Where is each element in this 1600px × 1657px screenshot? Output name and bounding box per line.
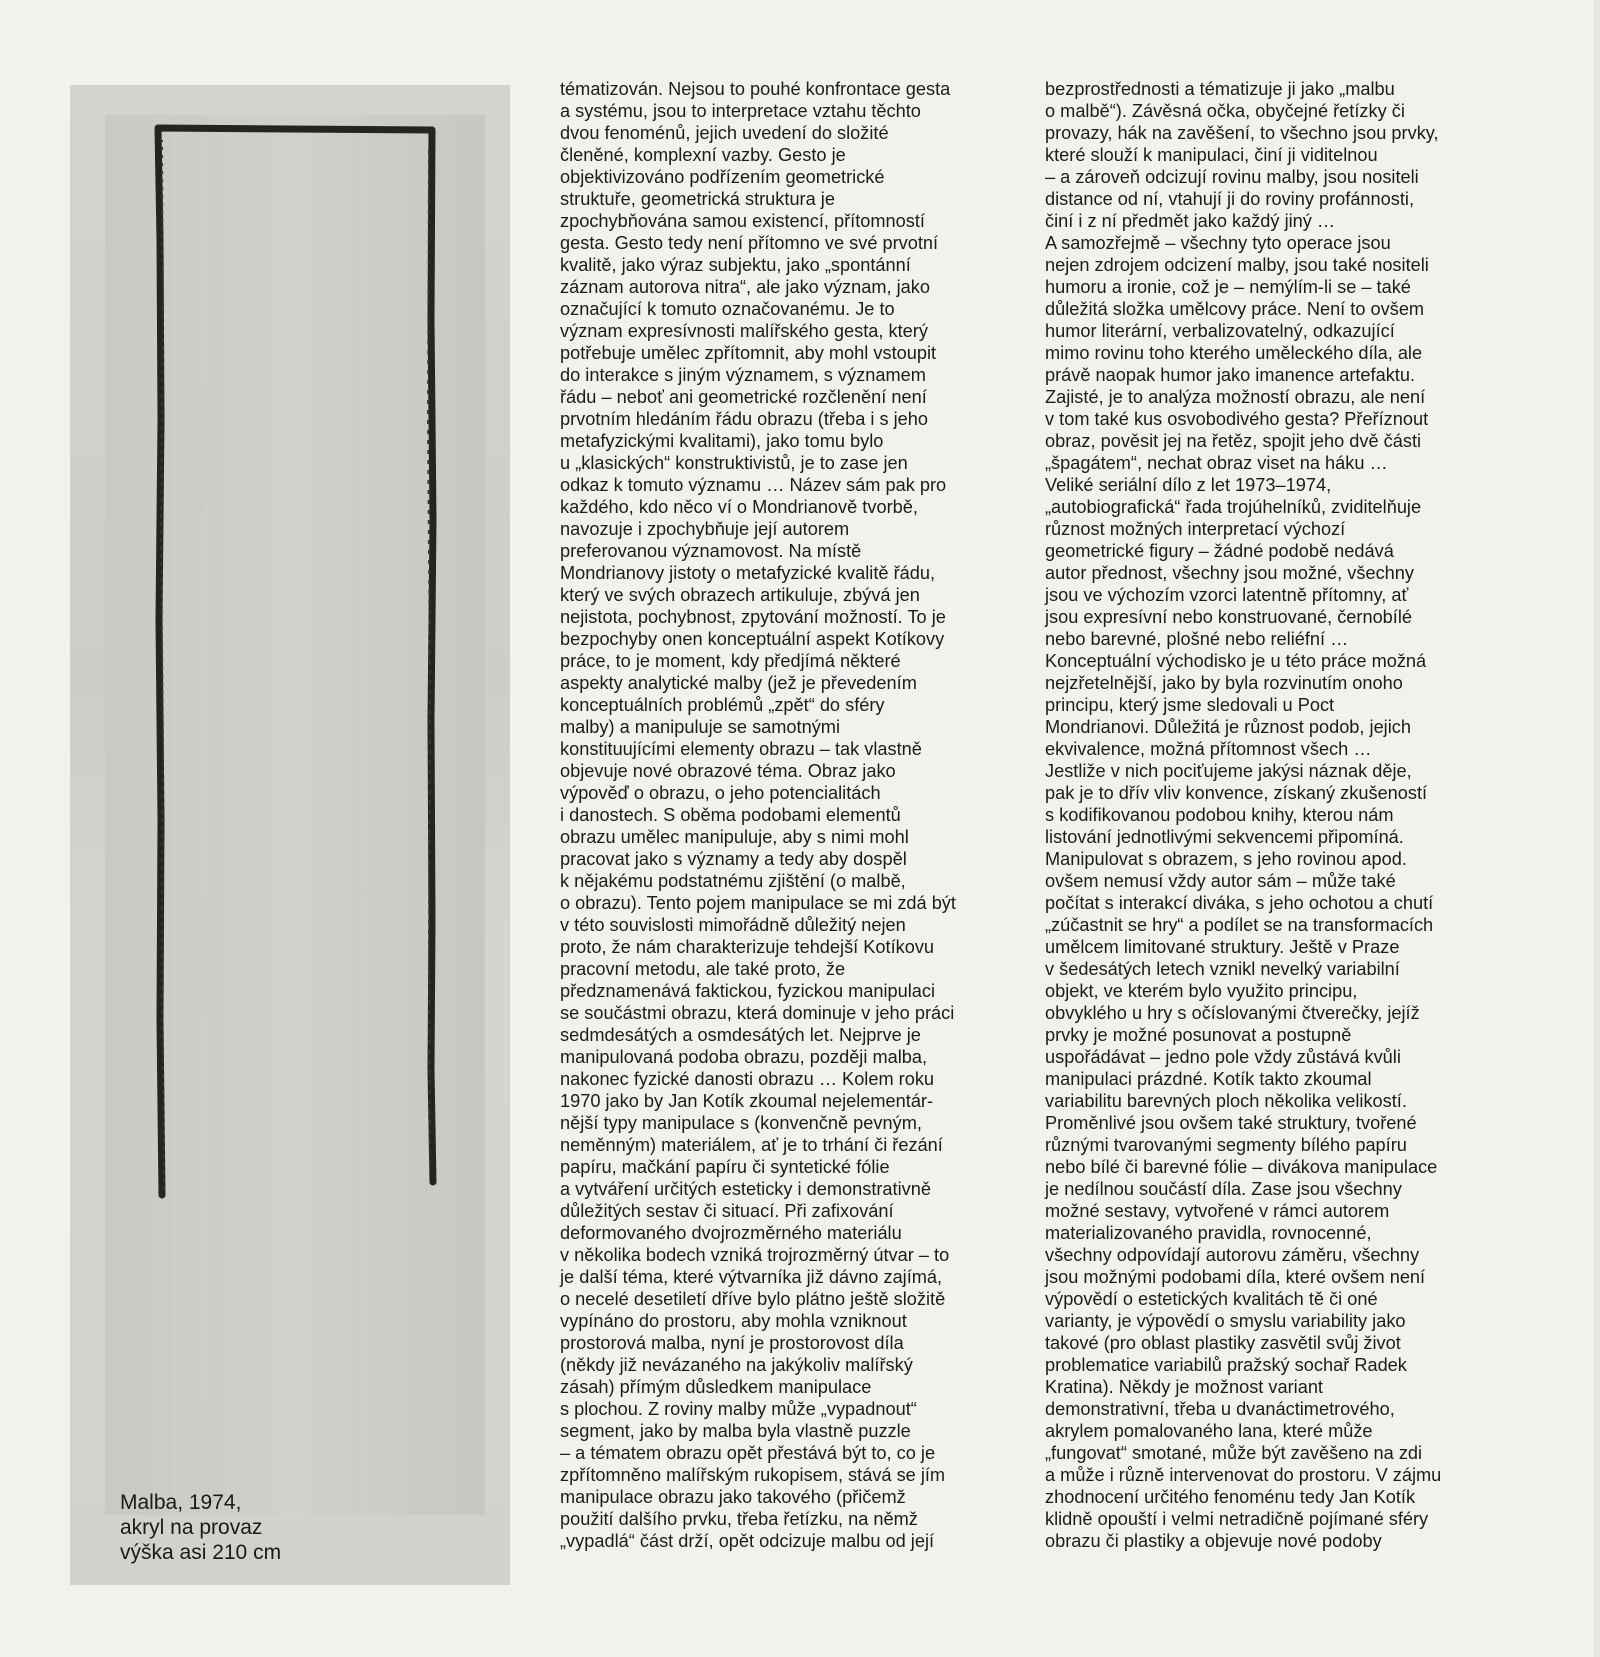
text-line: klidně opouští i velmi netradičně pojímané sféry bbox=[1045, 1509, 1429, 1529]
text-line: nakonec fyzické danosti obrazu … Kolem roku bbox=[560, 1069, 935, 1089]
text-line: Proměnlivé jsou ovšem také struktury, tvořené bbox=[1045, 1113, 1417, 1133]
text-line: důležitá složka umělcovy práce. Není to ovšem bbox=[1045, 299, 1425, 319]
text-line: 1970 jako by Jan Kotík zkoumal nejelementár- bbox=[560, 1091, 934, 1111]
text-line: záznam autorova nitra“, ale jako význam, jako bbox=[560, 277, 930, 297]
text-line: s plochou. Z roviny malby může „vypadnout“ bbox=[560, 1399, 917, 1419]
text-line: je další téma, které výtvarníka již dávno zajímá, bbox=[560, 1267, 943, 1287]
text-line: struktuře, geometrická struktura je bbox=[560, 189, 835, 209]
text-line: zpřítomněno malířským rukopisem, stává se jím bbox=[560, 1465, 946, 1485]
text-line: prostorová malba, nyní je prostorovost díla bbox=[560, 1333, 904, 1353]
text-line: nejen zdrojem odcizení malby, jsou také nositeli bbox=[1045, 255, 1429, 275]
text-line: bezprostřednosti a tématizuje ji jako „malbu bbox=[1045, 79, 1395, 99]
text-line: „špagátem“, nechat obraz viset na háku … bbox=[1045, 453, 1388, 473]
text-line: jsou možnými podobami díla, které ovšem není bbox=[1045, 1267, 1426, 1287]
text-line: dvou fenoménů, jejich uvedení do složité bbox=[560, 123, 889, 143]
text-line: nejzřetelnější, jako by byla rozvinutím onoho bbox=[1045, 673, 1403, 693]
photo-caption bbox=[120, 1490, 420, 1565]
text-line: malby) a manipuluje se samotnými bbox=[560, 717, 840, 737]
text-line: aspekty analytické malby (jež je převedením bbox=[560, 673, 917, 693]
text-line: papíru, mačkání papíru či syntetické fólie bbox=[560, 1157, 890, 1177]
text-line: v šedesátých letech vznikl nevelký variabilní bbox=[1045, 959, 1400, 979]
text-line: vypínáno do prostoru, aby mohla vzniknout bbox=[560, 1311, 907, 1331]
text-line: deformovaného dvojrozměrného materiálu bbox=[560, 1223, 902, 1243]
text-line: potřebuje umělec zpřítomnit, aby mohl vstoupit bbox=[560, 343, 937, 363]
text-line: bezpochyby onen konceptuální aspekt Kotíkovy bbox=[560, 629, 945, 649]
text-line: i danostech. S oběma podobami elementů bbox=[560, 805, 901, 825]
text-line: A samozřejmě – všechny tyto operace jsou bbox=[1045, 233, 1391, 253]
text-line: – a zároveň odcizují rovinu malby, jsou nositeli bbox=[1045, 167, 1419, 187]
text-line: autor přednost, všechny jsou možné, všechny bbox=[1045, 563, 1414, 583]
text-line: distance od ní, vtahují ji do roviny profánnosti, bbox=[1045, 189, 1415, 209]
text-line: odkaz k tomuto významu … Název sám pak pro bbox=[560, 475, 947, 495]
text-line: počítat s interakcí diváka, s jeho ochotou a chutí bbox=[1045, 893, 1434, 913]
text-line: konstituujícími elementy obrazu – tak vlastně bbox=[560, 739, 922, 759]
text-line: Zajisté, je to analýza možností obrazu, ale není bbox=[1045, 387, 1426, 407]
text-line: ekvivalence, možná přítomnost všech … bbox=[1045, 739, 1372, 759]
text-line: pracovní metodu, ale také proto, že bbox=[560, 959, 846, 979]
text-line: gesta. Gesto tedy není přítomno ve své prvotní bbox=[560, 233, 939, 253]
text-line: geometrické figury – žádné podobě nedává bbox=[1045, 541, 1394, 561]
text-line: o obrazu). Tento pojem manipulace se mi zdá být bbox=[560, 893, 956, 913]
text-line: prvotním hledáním řádu obrazu (třeba i s jeho bbox=[560, 409, 928, 429]
text-line: předznamenává faktickou, fyzickou manipulaci bbox=[560, 981, 936, 1001]
text-line: – a tématem obrazu opět přestává být to, co je bbox=[560, 1443, 936, 1463]
text-line: nebo bílé či barevné fólie – divákova manipulace bbox=[1045, 1157, 1438, 1177]
caption-line: Malba, 1974, bbox=[120, 1491, 242, 1514]
text-line: manipulaci prázdné. Kotík takto zkoumal bbox=[1045, 1069, 1372, 1089]
text-line: u „klasických“ konstruktivistů, je to zase jen bbox=[560, 453, 908, 473]
text-line: výpověď o obrazu, o jeho potencialitách bbox=[560, 783, 881, 803]
text-line: humoru a ironie, což je – nemýlím-li se – také bbox=[1045, 277, 1411, 297]
text-line: segment, jako by malba byla vlastně puzzle bbox=[560, 1421, 911, 1441]
text-line: v tom také kus osvobodivého gesta? Přeříznout bbox=[1045, 409, 1429, 429]
text-line: konceptuálních problémů „zpět“ do sféry bbox=[560, 695, 885, 715]
text-line: „zúčastnit se hry“ a podílet se na transformacích bbox=[1045, 915, 1434, 935]
text-line: „fungovat“ smotané, může být zavěšeno na zdi bbox=[1045, 1443, 1423, 1463]
text-line: akrylem pomalovaného lana, které může bbox=[1045, 1421, 1373, 1441]
text-line: jsou expresívní nebo konstruované, černobílé bbox=[1045, 607, 1413, 627]
text-line: ovšem nemusí vždy autor sám – může také bbox=[1045, 871, 1396, 891]
text-line: řádu – neboť ani geometrické rozčlenění není bbox=[560, 387, 927, 407]
text-line: různost možných interpretací výchozí bbox=[1045, 519, 1346, 539]
page-edge bbox=[1594, 0, 1600, 1657]
text-line: pak je to dřív vliv konvence, získaný zkušeností bbox=[1045, 783, 1428, 803]
text-line: provazy, hák na zavěšení, to všechno jsou prvky, bbox=[1045, 123, 1439, 143]
text-line: o malbě“). Závěsná očka, obyčejné řetízky či bbox=[1045, 101, 1405, 121]
text-line: v této souvislosti mimořádně důležitý nejen bbox=[560, 915, 906, 935]
text-line: Mondrianovy jistoty o metafyzické kvalitě řádu, bbox=[560, 563, 936, 583]
text-line: metafyzickými kvalitami), jako tomu bylo bbox=[560, 431, 884, 451]
text-line: obrazu či plastiky a objevuje nové podoby bbox=[1045, 1531, 1382, 1551]
text-line: problematice variabilů pražský sochař Radek bbox=[1045, 1355, 1407, 1375]
text-line: obraz, pověsit jej na řetěz, spojit jeho dvě části bbox=[1045, 431, 1422, 451]
text-line: variabilitu barevných ploch několika velikostí. bbox=[1045, 1091, 1407, 1111]
text-line: „autobiografická“ řada trojúhelníků, zviditelňuje bbox=[1045, 497, 1422, 517]
text-line: použití dalšího prvku, třeba řetízku, na němž bbox=[560, 1509, 918, 1529]
text-line: humor literární, verbalizovatelný, odkazující bbox=[1045, 321, 1395, 341]
text-line: Veliké seriální dílo z let 1973–1974, bbox=[1045, 475, 1332, 495]
text-line: preferovanou významovost. Na místě bbox=[560, 541, 862, 561]
text-line: objevuje nové obrazové téma. Obraz jako bbox=[560, 761, 896, 781]
text-line: zpochybňována samou existencí, přítomností bbox=[560, 211, 925, 231]
text-column-1 bbox=[560, 78, 1020, 1552]
text-line: a vytváření určitých esteticky i demonstrativně bbox=[560, 1179, 931, 1199]
text-line: práce, to je moment, kdy předjímá některé bbox=[560, 651, 901, 671]
text-line: objekt, ve kterém bylo využito principu, bbox=[1045, 981, 1358, 1001]
caption-line: akryl na provaz bbox=[120, 1516, 263, 1539]
text-line: k nějakému podstatnému zjištění (o malbě, bbox=[560, 871, 906, 891]
text-line: neměnným) materiálem, ať je to trhání či řezání bbox=[560, 1135, 943, 1155]
text-line: právě naopak humor jako imanence artefaktu. bbox=[1045, 365, 1416, 385]
text-line: materializovaného pravidla, rovnocenné, bbox=[1045, 1223, 1372, 1243]
text-line: umělcem limitované struktury. Ještě v Praze bbox=[1045, 937, 1400, 957]
text-line: nebo barevné, plošné nebo reliéfní … bbox=[1045, 629, 1349, 649]
text-line: každého, kdo něco ví o Mondrianově tvorbě, bbox=[560, 497, 918, 517]
rope-artwork bbox=[150, 120, 440, 1205]
text-line: pracovat jako s významy a tedy aby dospěl bbox=[560, 849, 907, 869]
text-line: a systému, jsou to interpretace vztahu těchto bbox=[560, 101, 921, 121]
text-line: principu, který jsme sledovali u Poct bbox=[1045, 695, 1335, 715]
text-line: označující k tomuto označovanému. Je to bbox=[560, 299, 895, 319]
text-line: všechny odpovídají autorovu záměru, všechny bbox=[1045, 1245, 1420, 1265]
text-line: a může i různě intervenovat do prostoru. V zájmu bbox=[1045, 1465, 1442, 1485]
text-line: do interakce s jiným významem, s významem bbox=[560, 365, 926, 385]
text-line: objektivizováno podřízením geometrické bbox=[560, 167, 885, 187]
text-line: důležitých sestav či situací. Při zafixování bbox=[560, 1201, 894, 1221]
text-line: sedmdesátých a osmdesátých let. Nejprve je bbox=[560, 1025, 921, 1045]
text-line: prvky je možné posunovat a postupně bbox=[1045, 1025, 1352, 1045]
text-line: navozuje i zpochybňuje její autorem bbox=[560, 519, 850, 539]
text-line: které slouží k manipulaci, činí ji viditelnou bbox=[1045, 145, 1378, 165]
text-line: manipulovaná podoba obrazu, později malba, bbox=[560, 1047, 928, 1067]
text-line: Konceptuální východisko je u této práce možná bbox=[1045, 651, 1427, 671]
caption-line: výška asi 210 cm bbox=[120, 1541, 282, 1564]
text-line: uspořádávat – jedno pole vždy zůstává kvůli bbox=[1045, 1047, 1401, 1067]
text-line: s kodifikovanou podobou knihy, kterou nám bbox=[1045, 805, 1394, 825]
text-line: tématizován. Nejsou to pouhé konfrontace gesta bbox=[560, 79, 951, 99]
text-line: různými tvarovanými segmenty bílého papíru bbox=[1045, 1135, 1407, 1155]
text-line: výpovědí o estetických kvalitách tě či oné bbox=[1045, 1289, 1378, 1309]
text-line: mimo rovinu toho kterého uměleckého díla, ale bbox=[1045, 343, 1423, 363]
text-line: manipulace obrazu jako takového (přičemž bbox=[560, 1487, 906, 1507]
text-line: význam expresívnosti malířského gesta, který bbox=[560, 321, 928, 341]
text-line: obvyklého u hry s očíslovanými čtverečky, jejíž bbox=[1045, 1003, 1420, 1023]
text-line: (někdy již nevázaného na jakýkoliv malířský bbox=[560, 1355, 913, 1375]
text-line: se součástmi obrazu, která dominuje v jeho práci bbox=[560, 1003, 955, 1023]
text-line: činí i z ní předmět jako každý jiný … bbox=[1045, 211, 1336, 231]
text-line: Jestliže v nich pociťujeme jakýsi náznak děje, bbox=[1045, 761, 1412, 781]
text-line: takové (pro oblast plastiky zasvětil svůj život bbox=[1045, 1333, 1401, 1353]
text-line: možné sestavy, vytvořené v rámci autorem bbox=[1045, 1201, 1390, 1221]
text-line: nejistota, pochybnost, zpytování možností. To je bbox=[560, 607, 946, 627]
text-line: Manipulovat s obrazem, s jeho rovinou apod. bbox=[1045, 849, 1407, 869]
text-line: členěné, komplexní vazby. Gesto je bbox=[560, 145, 846, 165]
text-line: proto, že nám charakterizuje tehdejší Kotíkovu bbox=[560, 937, 935, 957]
text-line: v několika bodech vzniká trojrozměrný útvar – to bbox=[560, 1245, 950, 1265]
text-line: o necelé desetiletí dříve bylo plátno ještě složitě bbox=[560, 1289, 946, 1309]
text-line: kvalitě, jako výraz subjektu, jako „spontánní bbox=[560, 255, 911, 275]
text-column-2 bbox=[1045, 78, 1515, 1552]
text-line: který ve svých obrazech artikuluje, zbývá jen bbox=[560, 585, 920, 605]
text-line: Mondrianovi. Důležitá je různost podob, jejich bbox=[1045, 717, 1411, 737]
text-line: demonstrativní, třeba u dvanáctimetrového, bbox=[1045, 1399, 1395, 1419]
text-line: varianty, je výpovědí o smyslu variability jako bbox=[1045, 1311, 1406, 1331]
text-line: zásah) přímým důsledkem manipulace bbox=[560, 1377, 872, 1397]
text-line: obrazu umělec manipuluje, aby s nimi mohl bbox=[560, 827, 909, 847]
text-line: nější typy manipulace s (konvenčně pevným, bbox=[560, 1113, 922, 1133]
text-line: listování jednotlivými sekvencemi připomíná. bbox=[1045, 827, 1404, 847]
text-line: zhodnocení určitého fenoménu tedy Jan Kotík bbox=[1045, 1487, 1416, 1507]
text-line: Kratina). Někdy je možnost variant bbox=[1045, 1377, 1323, 1397]
text-line: jsou ve výchozím vzorci latentně přítomny, ať bbox=[1045, 585, 1409, 605]
text-line: je nedílnou součástí díla. Zase jsou všechny bbox=[1045, 1179, 1402, 1199]
text-line: „vypadlá“ část drží, opět odcizuje malbu od její bbox=[560, 1531, 935, 1551]
